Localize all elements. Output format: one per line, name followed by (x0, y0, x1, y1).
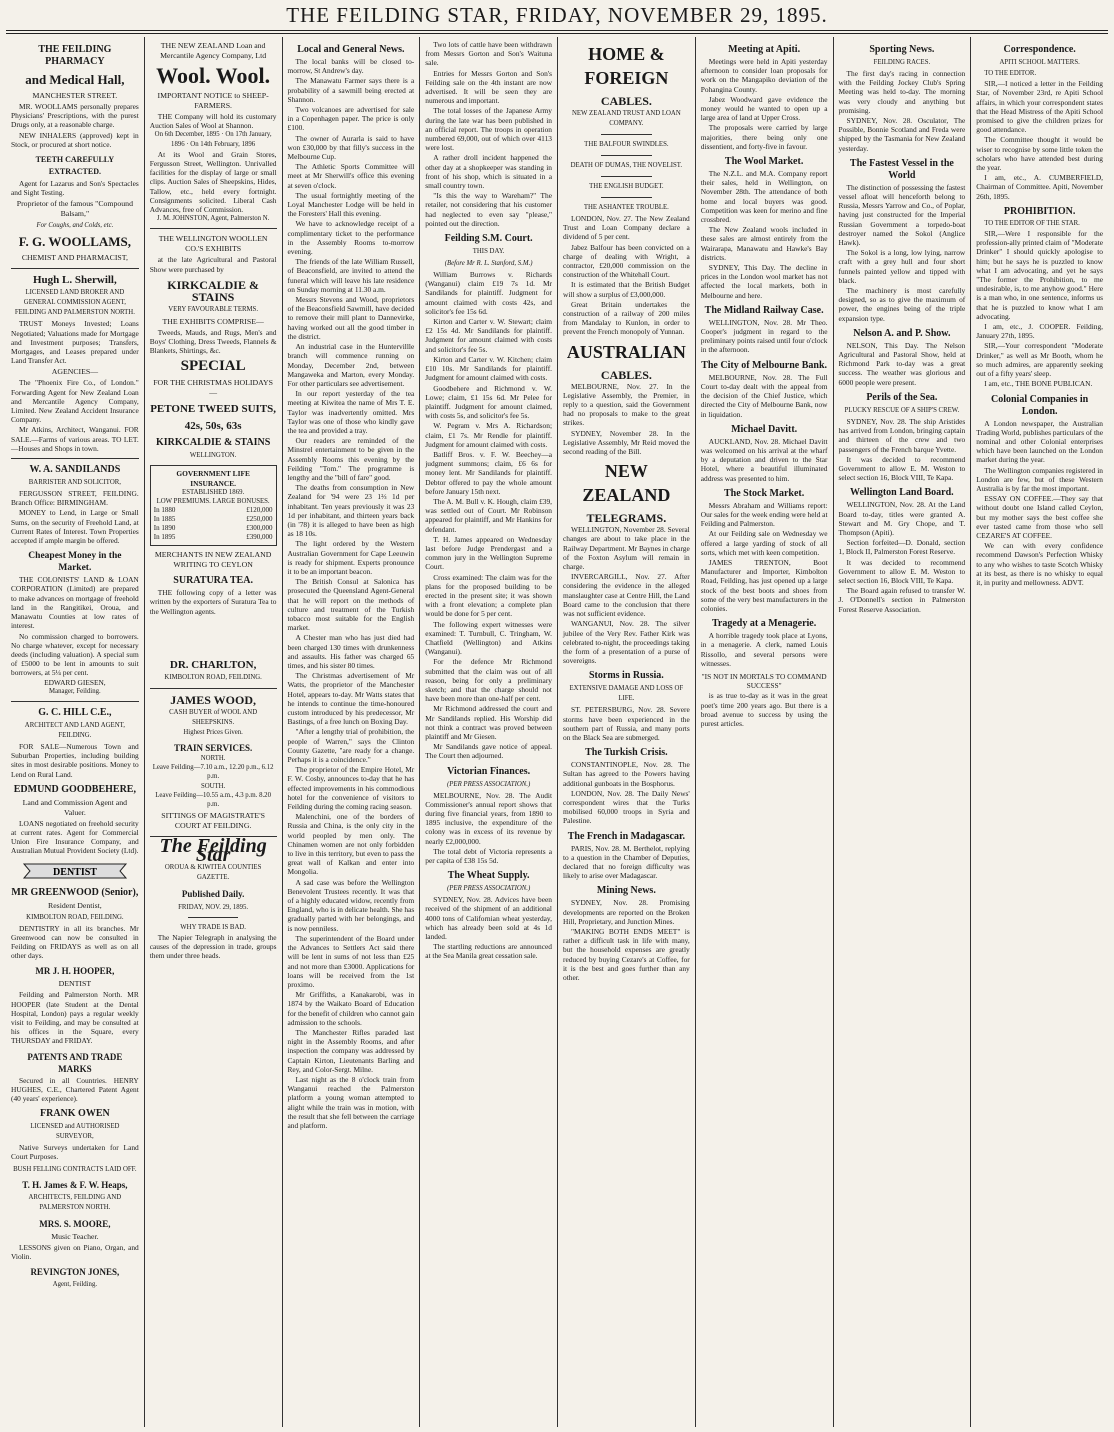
dentist-banner-text: DENTIST (52, 866, 97, 878)
filler-text: The startling reductions are announced at the Sea Manila great cessation sale. (425, 942, 552, 961)
victorian-sub: (PER PRESS ASSOCIATION.) (447, 780, 531, 788)
masthead-rule (6, 30, 1108, 31)
wool-heading: Wool. Wool. (156, 63, 271, 88)
charlton-address: KIMBOLTON ROAD, FEILDING. (164, 673, 262, 681)
kirkcaldie2-sub: WELLINGTON. (189, 452, 237, 460)
table-row: In 1895 £390,000 (153, 533, 273, 542)
filler-text: LONDON, Nov. 27. The New Zealand Trust and Loan Company declare a dividend of 5 per cent. (563, 214, 690, 242)
column-2 (144, 37, 282, 1427)
greenwood-title: Resident Dentist, (48, 900, 102, 910)
filler-text: Great Britain undertakes the construction of a railway of 200 miles from Mandalay to Kunlon, in order to prevent the French monopoly of Yunnan. (563, 299, 690, 337)
filler-text: Messrs Stevens and Wood, proprietors of the Beaconsfield Sawmill, have decided to remove their mill plant to Dannevirke, having worked out all the good timber in the district. (287, 295, 415, 341)
hill-title: ARCHITECT AND LAND AGENT, FEILDING. (24, 721, 125, 739)
filler-text: FOR SALE—Numerous Town and Suburban Properties, including building sites in most desirable positions. Money to Lend on Rural Land. (11, 741, 139, 779)
trade-heading: WHY TRADE IS BAD. (180, 923, 246, 931)
greenwood-name: MR GREENWOOD (Senior), (11, 886, 139, 898)
divider (11, 701, 139, 702)
sherwill-title: LICENSED LAND BROKER AND GENERAL COMMISSION AGENT, FEILDING AND PALMERSTON NORTH. (14, 289, 135, 317)
filler-text: The superintendent of the Board under the Advances to Settlers Act said there will be lent in sums of not less than £25 and not more than £3000. Applications for loans will be received from the 1st proximo. (287, 933, 415, 989)
filler-text: DENTISTRY in all its branches. Mr Greenwood can now be consulted in Feilding on FRIDAYS as well as on all other days. (11, 923, 139, 961)
column-1 (6, 37, 144, 1427)
filler-text: SYDNEY, Nov. 28. Osculator, The Possible, Bonnie Scotland and Freda were shipped by the Tasmania for New Zealand yesterday. (838, 116, 966, 153)
nameplate-sub: OROUA & KIWITEA COUNTIES GAZETTE. (164, 863, 262, 881)
filler-text: TO THE EDITOR. (984, 70, 1037, 77)
correspondence-heading: Correspondence. (1003, 44, 1076, 55)
filler-text: SYDNEY, Nov. 28. Promising developments are reported on the Broken Hill, Proprietary, and Junction Mines. (563, 898, 690, 926)
greenwood-address: KIMBOLTON ROAD, FEILDING. (26, 913, 124, 921)
wool-agent: J. M. JOHNSTON, Agent, Palmerston N. (156, 215, 270, 223)
exhibits-heading: THE EXHIBITS COMPRISE— (162, 316, 264, 326)
perils-heading: Perils of the Sea. (866, 391, 938, 403)
wool-subheading: IMPORTANT NOTICE to SHEEP-FARMERS. (157, 91, 269, 110)
midland-heading: The Midland Railway Case. (704, 304, 824, 316)
filler-text: SYDNEY, This Day. The decline in prices in the London wool market has not affected the local markets, both in Melbourne and here. (700, 263, 828, 300)
filler-text: The Sokol is a long, low lying, narrow craft with a grey hull and four short funnels painted yellow and tipped with black. (838, 248, 966, 285)
insurance-box (150, 465, 277, 546)
court-sub: THIS DAY. (472, 248, 505, 256)
table-row: In 1890 £300,000 (153, 524, 273, 533)
insurance-table (154, 506, 273, 542)
filler-text: Cross examined: The claim was for the plans for the proposed building to be erected in the present site; it was shown with a front elevation; a complete plan would be done for 5 per cent. (425, 572, 552, 619)
hooper-title: DENTIST (58, 979, 92, 989)
contracts-heading: BUSH FELLING CONTRACTS LAID OFF. (13, 1165, 137, 1173)
nameplate: The Feilding Star (159, 835, 267, 867)
filler-text: MELBOURNE, Nov. 27. In the Legislative Assembly, the Premier, in reply to a question, said the Government had no proposals to make to the great strikes. (563, 381, 690, 428)
filler-text: MELBOURNE, Nov. 28. The Audit Commissioner's annual report shows that during five financial years, from 1890 to 1895 inclusive, the expenditure of the colony was in excess of its revenue by nearly £2,000,000. (425, 790, 552, 846)
filler-text: The first day's racing in connection with the Feilding Jockey Club's Spring Meeting was held to-day. The morning was very cloudy and anything but promising. (838, 69, 966, 115)
train-south-time: Leave Feilding—10.55 a.m., 4.3 p.m. 8.20 p.m. (155, 791, 271, 808)
compound-sub: For Coughs, and Colds, etc. (36, 222, 114, 230)
wool-dates: On 6th December, 1895 · On 17th January, 1896 · On 14th February, 1896 (154, 131, 272, 148)
revington-title: Agent, Feilding. (52, 1281, 98, 1289)
filler-text: MELBOURNE, Nov. 28. The Full Court to-day dealt with the appeal from the decision of the Chief Justice, which directed the City of Melbourne Bank, now in liquidation. (700, 372, 828, 419)
filler-text: Jabez Balfour has been convicted on a charge of dealing with Wright, a contractor, £20,000 commission on the construction of the Whitehall Court. (563, 242, 690, 280)
filler-text: The deaths from consumption in New Zealand for '94 were 23 1⅔ 1d per inhabitant. Ten years previously it was 23 1d per inhabitant, and thirteen years back (in '78) it is alleged to have been as high as 18 10s. (287, 483, 415, 539)
colonists-ad: THE COLONISTS' LAND & LOAN CORPORATION (Limited) are prepared to make advances on mortgage of freehold land in the Rangitikei, Oroua, and Manawatu Counties at low rates of interest. (11, 575, 139, 631)
divider (11, 458, 139, 459)
train-north: NORTH. (200, 754, 226, 762)
giesen-title: Manager, Feilding. (49, 687, 101, 695)
money-heading: Cheapest Money in the Market. (28, 551, 122, 574)
divider (601, 197, 652, 198)
correspondence-sub: APITI SCHOOL MATTERS. (999, 59, 1080, 66)
kirkcaldie2-heading: KIRKCALDIE & STAINS (155, 437, 271, 449)
sandilands-title: BARRISTER AND SOLICITOR, (28, 479, 121, 487)
sittings-heading: SITTINGS OF MAGISTRATE'S COURT AT FEILDING. (161, 811, 265, 831)
insurance-heading: GOVERNMENT LIFE INSURANCE. (176, 469, 250, 488)
storms-sub: EXTENSIVE DAMAGE AND LOSS OF LIFE. (569, 685, 684, 703)
sandilands-name: W. A. SANDILANDS (29, 464, 121, 476)
filler-text: Two volcanoes are advertised for sale in a Copenhagen paper. The price is only £100. (287, 105, 415, 133)
filler-text: The British Consul at Salonica has prosecuted the Queensland Agent-General that he will report on the methods of culture and treatment of the Turkish tobacco most suitable for the English market. (287, 577, 415, 633)
dentist-banner-icon (20, 860, 130, 882)
filler-text: At our Feilding sale on Wednesday we offered a large yarding of stock of all sorts, which met with keen competition. (700, 529, 828, 557)
column-7 (833, 37, 971, 1427)
trust-ad: TRUST Moneys Invested; Loans Negotiated; Valuations made for Mortgage and Investment purposes; Transfers, Mortgages, and Leases prepared under Land Transfer Act. (11, 319, 139, 366)
kirkcaldie-sub: VERY FAVOURABLE TERMS. (168, 305, 259, 313)
filler-text: The A. M. Bull v. K. Hough, claim £39, was settled out of Court. Mr Robinson appeared for plaintiff, and Mr Hankins for defendant. (425, 496, 552, 534)
divider (150, 688, 277, 689)
filler-text: CONSTANTINOPLE, Nov. 28. The Sultan has agreed to the Powers having additional gunboats in the Bosphorus. (563, 760, 690, 788)
moore-title: Music Teacher. (51, 1231, 99, 1241)
filler-text: A Chester man who has just died had been charged 130 times with drunkenness and assaults. His father was charged 65 times, and his sister 80 times. (287, 633, 415, 670)
filler-text: Meetings were held in Apiti yesterday afternoon to consider loan proposals for work on the Mangapiko deviation of the Pohangina County. (700, 57, 828, 94)
revington-name: REVINGTON JONES, (30, 1267, 120, 1278)
pharmacy-heading: THE FEILDING PHARMACY (38, 44, 112, 67)
filler-text: The friends of the late William Russell, of Beaconsfield, are invited to attend the funeral which will leave his late residence on Sunday morning at 11.30 a.m. (287, 257, 415, 294)
woollen-heading: THE WELLINGTON WOOLLEN CO.'S EXHIBITS (158, 234, 268, 254)
filler-text: For the defence Mr Richmond submitted that the claim was out of all reason, being for only a preliminary sketch; and that the charge should not have been more than one-half per cent. (425, 657, 552, 704)
filler-text: at the late Agricultural and Pastoral Show were purchased by (149, 255, 277, 274)
filler-text: The Manchester Rifles paraded last night in the Assembly Rooms, and after inspection the company was addressed by Captain Kirton, Lieutenants Barling and Rey, and Color-Sergt. Milne. (287, 1027, 415, 1074)
filler-text: SIR,—Were I responsible for the profession-ally printed claim of "Moderate Drinker" I should quickly apologise to him; but he says he is puzzled to know what I am advocating, and yet he says "The former the Prohibition, to me undesirable, is, to me anyhow good." Here is a man who, in one sentence, informs us that he is puzzled to know what I am advocating. (976, 229, 1103, 321)
kirkcaldie-heading: KIRKCALDIE & STAINS (167, 277, 259, 304)
nelson-heading: Nelson A. and P. Show. (853, 327, 951, 339)
filler-text: Mr Richmond addressed the court and Mr Sandilands replied. His Worship did not think a contract was proved between plaintiff and Mr Giesen. (425, 704, 552, 742)
train-south: SOUTH. (200, 782, 226, 790)
heaps-name: T. H. James & F. W. Heaps, (22, 1179, 128, 1190)
filler-text: Batliff Bros. v. F. W. Beechey—a judgment summons; claim, £6 6s for money lent. Mr Sandilands for plaintiff. Debtor offered to pay the whole amount before January 15th next. (425, 449, 552, 496)
wheat-heading: The Wheat Supply. (447, 870, 530, 882)
filler-text: We have to acknowledge receipt of a complimentary ticket to the performance in the Assembly Rooms to-morrow evening. (287, 219, 415, 257)
pharmacy-street: MANCHESTER STREET. (32, 91, 118, 100)
filler-text: A London newspaper, the Australian Trading World, publishes particulars of the nominal and other Colonial enterprises which have been launched on the London market during the year. (976, 418, 1103, 465)
filler-text: SIR,—I noticed a letter in the Feilding Star, of November 23rd, re Apiti School affairs, in which your correspondent states that the Head Mistress of the Apiti School promised to give the children prizes for good attendance. (976, 79, 1103, 135)
filler-text: ESSAY ON COFFEE.—They say that without doubt one Island called Ceylon, but my mother says the best coffee she ever tasted came from those who sell CEZARE'S AT COFFEE. (976, 494, 1103, 540)
wheat-sub: (PER PRESS ASSOCIATION.) (447, 885, 531, 893)
filler-text: The machinery is most carefully designed, so as to give the maximum of power, the engines being of the triple expansion type. (838, 286, 966, 323)
filler-text: "MAKING BOTH ENDS MEET" is rather a difficult task in life with many, but the household expenses are greatly reduced by buying Cezare's at Coffee, for it is the best and goes further than any other. (563, 926, 690, 982)
filler-text (150, 617, 277, 654)
masthead: THE FEILDING STAR, FRIDAY, NOVEMBER 29, 1895. (286, 3, 828, 27)
filler-text: "After a lengthy trial of prohibition, the people of Warren," says the Clinton County Gazette, "are ready for a change. Perhaps it is a coincidence." (287, 727, 415, 765)
wood-name: JAMES WOOD, (170, 692, 257, 707)
filler-text: LESSONS given on Piano, Organ, and Violin. (11, 1242, 139, 1261)
special-heading: SPECIAL (180, 358, 246, 375)
mining-heading: Mining News. (596, 885, 656, 897)
filler-text: THE following copy of a letter was written by the exporters of Suratura Tea to the Wellington agents. (149, 588, 277, 616)
filler-text: I am, etc., THE BONE PUBLICAN. (984, 379, 1093, 389)
filler-text: Native Surveys undertaken for Land Court Purposes. (11, 1143, 139, 1162)
filler-text: WELLINGTON, November 28. Several changes are about to take place in the Railway Department. Mr Baynes in charge of the Foxton Asylum will remain in charge. (563, 525, 690, 572)
filler-text: ST. PETERSBURG, Nov. 28. Severe storms have been experienced in the southern part of Russia, and many ports on the Black Sea are submerged. (563, 705, 690, 742)
filler-text: Section forfeited—D. Donald, section 1, Block II, Palmerston Forest Reserve. (838, 538, 966, 557)
filler-text: It was decided to recommend Government to allow E. M. Weston to select section 16, Block VIII, Te Kapa. (838, 454, 966, 483)
surattura-heading: SURATURA TEA. (173, 575, 253, 587)
davitt-heading: Michael Davitt. (731, 423, 798, 435)
filler-text: The light ordered by the Western Australian Government for Cape Leeuwin is ready for shipment. Experts pronounce it to be an important beacon. (287, 539, 415, 576)
filler-text: Secured in all Countries. HENRY HUGHES, C.E., Chartered Patent Agent (40 years' experience). (11, 1075, 139, 1103)
filler-text: LOANS negotiated on freehold security at current rates. Agent for Commercial Union Fire Insurance Company, and Australian Mutual Provident Society (Ltd). (11, 818, 139, 856)
filler-text: The proposals were carried by large majorities, there being only one dissentient, and forty-five in favour. (700, 123, 828, 151)
filler-text: The Board again refused to transfer W. J. O'Donnell's section in Palmerston Forest Reserve Association. (838, 586, 966, 614)
perils-sub: PLUCKY RESCUE OF A SHIP'S CREW. (844, 406, 960, 414)
filler-text: Goodbehere and Richmond v. W. Lowe; claim, £1 15s 6d. Mr Pelee for plaintiff. Judgment for amount claimed, with costs 5s, and solicitor's fee 5s. (425, 383, 552, 421)
divider (188, 917, 239, 918)
special-sub: FOR THE CHRISTMAS HOLIDAYS— (153, 378, 274, 398)
filler-text: We can with every confidence recommend Dawson's Perfection Whisky to any who wishes to taste Scotch Whisky at its best, as there is no whisky to equal it, in purity and mellowness. ADVT. (976, 541, 1103, 587)
filler-text: I am, etc., A. CUMBERFIELD, Chairman of Committee. Apiti, November 26th, 1895. (976, 173, 1103, 201)
merchants-heading: MERCHANTS IN NEW ZEALAND WRITING TO CEYLON (154, 550, 272, 570)
home-topic: NEW ZEALAND TRUST AND LOAN COMPANY. (572, 110, 681, 127)
filler-text: The New Zealand wools included in these sales are almost entirely from the Wairarapa, Manawatu and Hawke's Bay districts. (700, 225, 828, 262)
filler-text: The total losses of the Japanese Army during the late war has been published in an official report. The troops in operation numbered 69,000, out of which over 4113 were lost. (425, 106, 552, 153)
masthead-rule-thin (6, 33, 1108, 34)
filler-text: The Wellington companies registered in London are few, but of these Western Australia is by far the most important. (976, 465, 1103, 493)
filler-text: The total debt of Victoria represents a per capita of £38 15s 5d. (425, 846, 552, 866)
news-heading: Local and General News. (297, 44, 405, 55)
filler-text: AUCKLAND, Nov. 28. Michael Davitt was welcomed on his arrival at the wharf by a deputation and driven to the Star Hotel, where a beautiful illuminated address was presented to him. (700, 436, 828, 483)
filler-text: LONDON, Nov. 28. The Daily News' correspondent wires that the Turks mobilised 60,000 troops in Syria and Palestine. (563, 788, 690, 826)
filler-text: SYDNEY, November 28. In the Legislative Assembly, Mr Reid moved the second reading of the Bill. (563, 428, 690, 457)
filler-text: It is estimated that the British Budget will show a surplus of £3,000,000. (563, 280, 690, 299)
filler-text: THE Company will hold its customary Auction Sales of Wool at Shannon. (149, 112, 277, 131)
owen-title: LICENSED and AUTHORISED SURVEYOR, (30, 1123, 120, 1141)
filler-text: NEW INHALERS (approved) kept in Stock, or procured at short notice. (11, 130, 139, 149)
home-topic: THE BALFOUR SWINDLES. (584, 141, 669, 148)
filler-text: The Athletic Sports Committee will meet at Mr Sherwill's office this evening at seven o'clock. (287, 162, 415, 190)
filler-text: A sad case was before the Wellington Benevolent Trustees recently. It was that of a highly educated widow, recently from England, who is in delicate health. She has gradually parted with her belongings, and is now penniless. (287, 877, 415, 933)
goodbehere-name: EDMUND GOODBEHERE, (13, 783, 136, 795)
filler-text: Messrs Abraham and Williams report: Our sales for the week ending were held at Feilding and Palmerston. (700, 500, 828, 529)
filler-text: William Burrows v. Richards (Wanganui) claim £19 7s 1d. Mr Sandilands for plaintiff. Judgment for amount claimed with costs 42s, and solicitor's fee 15s 6d. (425, 270, 552, 316)
compound-heading: Proprietor of the famous "Compound Balsam," (16, 199, 133, 219)
petone-price: 42s, 50s, 63s (184, 420, 242, 433)
turkish-heading: The Turkish Crisis. (585, 747, 668, 759)
filler-text: A rather droll incident happened the other day at a shopkeeper was standing in front of his shop, which is situated in a small country town. (425, 153, 552, 191)
woollams-ad: MR. WOOLLAMS personally prepares Physicians' Prescriptions, with the purest Drugs only, at a reasonable charge. (11, 102, 139, 130)
filler-text: Agent for Lazarus and Son's Spectacles and Sight Testing. (11, 179, 139, 198)
filler-text: Feilding and Palmerston North. MR HOOPER (late Student at the Dental Hospital, London) pays a regular weekly visit to Feilding, and may be consulted at his offices in the Square, every THURSDAY and FRIDAY. (11, 990, 139, 1046)
filler-text: A horrible tragedy took place at Lyons, in a menagerie. A clerk, named Louis Rissollo, and several persons were witnesses. (700, 631, 828, 668)
column-5 (557, 37, 695, 1427)
home-foreign-heading: HOME & FOREIGN (584, 44, 669, 88)
goodbehere-title: Land and Commission Agent and Valuer. (22, 797, 128, 817)
nz-sub: TELEGRAMS. (586, 511, 667, 526)
sporting-heading: Sporting News. (869, 44, 935, 55)
divider (601, 176, 652, 177)
filler-text: The Napier Telegraph in analysing the causes of the depression in trade, groups them under three heads. (149, 932, 277, 961)
filler-text: Last night as the 8 o'clock train from Wanganui reached the Palmerston platform a young woman attempted to alight while the train was in motion, with the result that she fell between the carriage and platform. (287, 1074, 415, 1130)
colonial-heading: Colonial Companies in London. (991, 393, 1089, 417)
column-8 (970, 37, 1108, 1427)
filler-text: In our report yesterday of the tea meeting at Kiwitea the name of Mrs T. E. Taylor was inadvertently omitted. Mrs Taylor was one of those who kindly gave the tea and provided a tray. (287, 389, 415, 435)
table-row: In 1885 £250,000 (153, 515, 273, 524)
filler-text: The Manawatu Farmer says there is a probability of a sawmill being erected at Shannon. (287, 76, 415, 104)
apiti-heading: Meeting at Apiti. (728, 44, 801, 55)
court-heading: Feilding S.M. Court. (444, 233, 533, 245)
filler-text: Mr Griffiths, a Kanakarobi, was in 1874 by the Waikato Board of Education for the benefit of children who cannot gain admission to the schools. (287, 990, 415, 1027)
filler-text: WELLINGTON, Nov. 28. Mr Theo. Cooper's judgment in regard to the preliminary points raised until four o'clock in the afternoon. (700, 317, 828, 355)
filler-text: Our readers are reminded of the Minstrel entertainment to be given in the Assembly Rooms this evening by the Feilding "Tom." The programme is lengthy and the "bill of fare" good. (287, 436, 415, 482)
court-judge: (Before Mr R. L. Stanford, S.M.) (444, 260, 533, 268)
giesen-name: EDWARD GIESEN, (44, 677, 106, 687)
board-heading: Wellington Land Board. (850, 487, 954, 499)
sporting-sub: FEILDING RACES. (873, 59, 931, 66)
filler-text: Kirton and Carter v. W. Kitchen; claim £10 10s. Mr Sandilands for plaintiff. Judgment for amount claimed with costs. (425, 354, 552, 383)
teeth-heading: TEETH CAREFULLY EXTRACTED. (35, 155, 115, 177)
filler-text: Mr Sandilands gave notice of appeal. The Court then adjourned. (425, 742, 552, 761)
filler-text: NELSON, This Day. The Nelson Agricultural and Pastoral Show, held at Richmond Park to-day was a great success. The weather was glorious and 6000 people were present. (838, 340, 966, 387)
divider (601, 134, 652, 135)
chemist-name: F. G. WOOLLAMS, (18, 234, 132, 250)
filler-text: SYDNEY, Nov. 28. Advices have been received of the shipment of an additional 4000 tons of Californian wheat yesterday, which has already been sold at 4s 1d landed. (425, 895, 552, 942)
insurance-low: LOW PREMIUMS. LARGE BONUSES. (156, 498, 270, 506)
filler-text: MONEY to Lend, in Large or Small Sums, on the security of Freehold Land, at Current Rates of Interest. Town Properties accepted if ample margin be offered. (11, 508, 139, 546)
filler-text: The owner of Aurarla is said to have won £30,000 by that filly's success in the Melbourne Cup. (287, 133, 415, 162)
filler-text: The "Phoenix Fire Co., of London." Forwarding Agent for New Zealand Loan and Mercantile Agency Company, Limited. New Zealand Accident Insurance Company. (11, 378, 139, 425)
filler-text: INVERCARGILL, Nov. 27. After considering the evidence in the alleged manslaughter case at Centre Hill, the Land Board came to the conclusion that there was not sufficient evidence. (563, 572, 690, 619)
filler-text: At its Wool and Grain Stores, Fergusson Street, Wellington. Unrivalled facilities for the display of large or small clips. Auction Sales of Sheepskins, Hides, Tallow, etc., held every fortnight. Consignments solicited. Liberal Cash Advances, free of Commission. (149, 149, 277, 215)
melbourne-bank-heading: The City of Melbourne Bank. (701, 359, 828, 371)
french-heading: The French in Madagascar. (567, 830, 685, 842)
sherwill-name: Hugh L. Sherwill, (33, 274, 117, 287)
train-north-time: Leave Feilding—7.10 a.m., 12.20 p.m., 6.12 p.m. (152, 764, 274, 781)
filler-text: T. H. James appeared on Wednesday last before Judge Prendergast and a common jury in the Wellington Supreme Court. (425, 534, 552, 572)
filler-text: No commission charged to borrowers. No charge whatever, except for necessary deeds (including valuation). A special sum of £5000 to be lent in amounts to suit borrowers, at 5¼ per cent. (11, 631, 139, 678)
newspaper-columns (6, 37, 1108, 1427)
owen-name: FRANK OWEN (40, 1108, 110, 1120)
vessel-heading: The Fastest Vessel in the World (849, 157, 954, 181)
filler-text: is as true to-day as it was in the great poet's time 200 years ago. But there is a broad avenue to success by using the purest articles. (700, 691, 828, 728)
heaps-title: ARCHITECTS, FEILDING AND PALMERSTON NORTH. (28, 1193, 122, 1211)
column-4 (419, 37, 557, 1427)
filler-text: TO THE EDITOR OF THE STAR. (984, 219, 1080, 227)
filler-text: WANGANUI, Nov. 28. The silver jubilee of the Very Rev. Father Kirk was celebrated to-night, the proceedings taking the form of a presentation of a purse of sovereigns. (563, 619, 690, 666)
moore-name: MRS. S. MOORE, (39, 1218, 111, 1229)
stock-heading: The Stock Market. (723, 487, 805, 499)
filler-text: The Christmas advertisement of Mr Watts, the proprietor of the Manchester Hotel, appears to-day. Mr Watts states that he intends to continue the time-honoured custom introduced by his predecessor, Mr Bastings, of a free lunch on Boxing Day. (287, 671, 415, 727)
home-foreign-sub: CABLES. (600, 94, 652, 108)
divider (150, 228, 277, 229)
wool-market-heading: The Wool Market. (724, 156, 804, 168)
petone-heading: PETONE TWEED SUITS, (150, 403, 277, 416)
filler-text: The proprietor of the Empire Hotel, Mr F. W. Cosby, announces to-day that he has effected improvements in his commodious hotel for the convenience of visitors to Feilding during the coming racing season. (287, 765, 415, 812)
filler-text: The local banks will be closed to-morrow, St Andrew's day. (287, 57, 415, 76)
patents-heading: PATENTS AND TRADE MARKS (27, 1051, 123, 1074)
train-heading: TRAIN SERVICES. (174, 742, 253, 753)
victorian-heading: Victorian Finances. (447, 765, 531, 777)
divider (601, 155, 652, 156)
filler-text: The distinction of possessing the fastest vessel afloat will henceforth belong to Russia, Messrs Yarrow and Co., of Poplar, having just constructed for the Imperial Russian Government a torpedo-boat destroyer named the Sokol (Anglice Hawk). (838, 182, 966, 248)
filler-text: The Committee thought it would be wiser to recognise by some little token the scholars who have attended best during the year. (976, 135, 1103, 173)
filler-text: Mr Atkins, Architect, Wanganui. FOR SALE.—Farms of various areas. TO LET.—Houses and Shops in town. (11, 425, 139, 453)
home-topic: DEATH OF DUMAS, THE NOVELIST. (570, 162, 683, 169)
australian-sub: CABLES. (600, 367, 652, 382)
filler-text: SYDNEY, Nov. 28. The ship Aristides has arrived from London, bringing captain and thirteen of the crew and two passengers of the French barque Yvette. (838, 416, 966, 454)
column-6 (695, 37, 833, 1427)
filler-text: "Is this the way to Wareham?" The retailer, not considering that his customer had neglected to even say "please," pointed out the direction. (425, 191, 552, 228)
home-topic: THE ASHANTEE TROUBLE. (583, 204, 669, 211)
filler-text: The following expert witnesses were examined: T. Turnbull, C. Tringham, W. Chatfield (Wellington) and Atkins (Wanganui). (425, 619, 552, 657)
filler-text: Two lots of cattle have been withdrawn from Messrs Gorton and Son's Waituna sale. (425, 40, 552, 68)
filler-text: The usual fortnightly meeting of the Loyal Manchester Lodge will be held in the Foresters' Hall this evening. (287, 190, 415, 219)
australian-heading: AUSTRALIAN (566, 341, 686, 362)
filler-text: It was decided to recommend Government to allow E. M. Weston to select section 16, Block VIII, Te Kapa. (838, 557, 966, 585)
date-line: FRIDAY, NOV. 29, 1895. (178, 903, 249, 911)
filler-text: WELLINGTON, Nov. 28. At the Land Board to-day, titles were granted A. Stewart and M. Gry Chope, and T. Thompson (Apiti). (838, 500, 966, 537)
filler-text: Malenchini, one of the borders of Russia and China, is the only city in the world peopled by men only. The Chinamen women are not only forbidden to live in this territory, but even to pass the great wall of Kalkan and enter into Mongolia. (287, 812, 415, 877)
filler-text: Entries for Messrs Gorton and Son's Feilding sale on the 4th instant are now advertised. It will be seen they are numerous and important. (425, 68, 552, 106)
filler-text: JAMES TRENTON, Boot Manufacturer and Importer, Kimbolton Road, Feilding, has just opened up a large stock of the best boots and shoes from some of the very best manufacturers in the colonies. (700, 557, 828, 613)
chemist-title: CHEMIST AND PHARMACIST, (21, 253, 128, 263)
divider (11, 268, 139, 269)
filler-text: W. Pegram v. Mrs A. Richardson; claim, £1 7s. Mr Rendle for plaintiff. Judgment for amount claimed with costs. (425, 421, 552, 449)
home-topic: THE ENGLISH BUDGET. (589, 183, 664, 190)
loan-heading: THE NEW ZEALAND Loan and Mercantile Agency Company, Ltd (160, 41, 267, 60)
insurance-sub: ESTABLISHED 1869. (182, 488, 245, 496)
nz-heading: NEW ZEALAND (582, 461, 671, 506)
column-3 (282, 37, 420, 1427)
agencies-heading: AGENCIES— (51, 367, 99, 377)
filler-text: The N.Z.L. and M.A. Company report their sales, held in Wellington, on November 28th. The attendance of both home and local buyers was good. Competition was keen for merino and fine crossbred. (700, 169, 828, 225)
published-line: Published Daily. (181, 888, 245, 899)
tragedy-heading: Tragedy at a Menagerie. (712, 618, 817, 630)
pharmacy-subheading: and Medical Hall, (25, 72, 125, 87)
hill-name: G. C. HILL C.E., (38, 706, 112, 718)
filler-text: Kirton and Carter v. W. Stewart; claim £2 15s 4d. Mr Sandilands for plaintiff. Judgment for amount claimed with costs and solicitor's fee 5s. (425, 317, 552, 354)
filler-text: I am, etc., J. COOPER. Feilding, January 27th, 1895. (976, 322, 1103, 341)
charlton-name: DR. CHARLTON, (169, 658, 257, 671)
hooper-name: MR J. H. HOOPER, (35, 966, 115, 977)
filler-text: SIR,—Your correspondent "Moderate Drinker," as well as Mr Booth, whom he so much admires, are apparently seeking out of a fifty years' sleep. (976, 341, 1103, 379)
filler-text: Tweeds, Mauds, and Rugs, Men's and Boys' Clothing, Dress Tweeds, Flannels & Blankets, Shirtings, &c. (149, 327, 277, 356)
storms-heading: Storms in Russia. (589, 670, 664, 682)
prohibition-heading: PROHIBITION. (1003, 205, 1076, 217)
not-in-mortals: "IS NOT IN MORTALS TO COMMAND SUCCESS" (701, 671, 827, 691)
filler-text: Jabez Woodward gave evidence the money would he wanted to open up a large area of land at Upper Cross. (700, 94, 828, 123)
filler-text: FERGUSSON STREET, FEILDING. Branch Office: BIRMINGHAM. (11, 489, 139, 508)
table-row: In 1880 £120,000 (153, 506, 273, 515)
wood-title: CASH BUYER of WOOL AND SHEEPSKINS. (169, 708, 258, 726)
wood-prices: Highest Prices Given. (183, 728, 243, 736)
filler-text: PARIS, Nov. 28. M. Berthelot, replying to a question in the Chamber of Deputies, declared that no foreign difficulty was likely to arise over Madagascar. (563, 843, 690, 881)
filler-text: An industrial case in the Huntervillle branch will commence running on Monday, December 2nd, between Mangaweka and Marton, every Monday. For other particulars see advertisement. (287, 342, 415, 388)
